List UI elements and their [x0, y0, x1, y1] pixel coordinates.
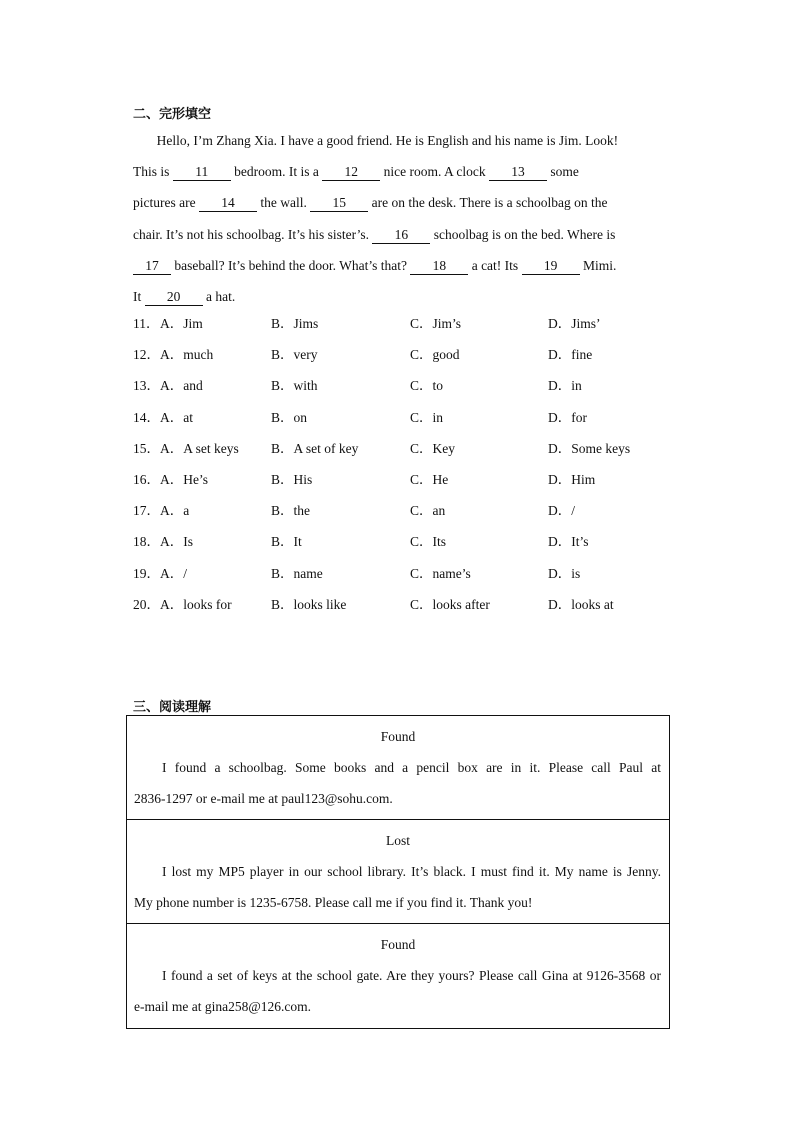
- blank-18: 18: [410, 258, 468, 275]
- notice-text-line: 2836-1297 or e-mail me at paul123@sohu.com.: [134, 791, 393, 806]
- option-d[interactable]: D．It’s: [548, 534, 589, 550]
- option-d[interactable]: D．for: [548, 409, 587, 425]
- notice-title: Lost: [385, 833, 410, 848]
- blank-19: 19: [522, 258, 580, 275]
- option-a[interactable]: A．a: [160, 503, 190, 519]
- option-b[interactable]: B．on: [271, 409, 308, 425]
- passage-text: bedroom. It is a: [230, 164, 323, 180]
- notice-text-line: I lost my MP5 player in our school library. It’s black. I must find it. My name is Jenny.: [162, 864, 661, 879]
- option-c[interactable]: C．He: [410, 472, 449, 487]
- option-b[interactable]: B．Jims: [271, 316, 319, 331]
- option-b[interactable]: B．It: [271, 534, 302, 550]
- passage-text: pictures are: [133, 195, 199, 211]
- option-b[interactable]: B．His: [271, 472, 313, 487]
- notice-title: Found: [380, 937, 416, 952]
- option-d[interactable]: D．Jims’: [548, 316, 601, 331]
- option-d[interactable]: D．is: [548, 565, 581, 581]
- passage-line: [133, 156, 660, 187]
- notice-found-1: [127, 716, 669, 820]
- question-number: 13．: [133, 378, 160, 394]
- option-a[interactable]: A．Jim: [160, 316, 203, 331]
- option-c[interactable]: C．good: [410, 347, 460, 363]
- option-d[interactable]: D．Him: [548, 472, 596, 487]
- notice-title: Found: [380, 729, 416, 744]
- passage-text: the wall.: [256, 195, 311, 211]
- passage-text: Hello, I’m Zhang Xia. I have a good friend. He is English and his name is Jim. Look!: [133, 133, 619, 148]
- option-b[interactable]: B．with: [271, 378, 318, 394]
- option-d[interactable]: D．fine: [548, 347, 593, 363]
- blank-20: 20: [145, 289, 203, 306]
- question-number: 16．: [133, 472, 160, 487]
- option-b[interactable]: B．very: [271, 347, 318, 363]
- notice-found-2: [127, 924, 669, 1028]
- question-number: 14．: [133, 409, 160, 425]
- notice-text-line: I found a schoolbag. Some books and a pencil box are in it. Please call Paul at: [162, 760, 661, 775]
- passage-line: [133, 281, 660, 312]
- option-c[interactable]: C．name’s: [410, 565, 471, 581]
- blank-12: 12: [322, 164, 380, 181]
- passage-text: are on the desk. There is a schoolbag on the: [368, 195, 608, 211]
- option-c[interactable]: C．an: [410, 503, 446, 519]
- notice-text-line: e-mail me at gina258@126.com.: [134, 999, 312, 1014]
- notice-text-line: I found a set of keys at the school gate. Are they yours? Please call Gina at 9126-3568 or: [162, 968, 661, 983]
- section-3-title: 三、阅读理解: [133, 700, 212, 715]
- option-a[interactable]: A．much: [160, 347, 214, 363]
- passage-line: [133, 125, 660, 156]
- question-number: 20．: [133, 596, 160, 612]
- question-number: 12．: [133, 347, 160, 363]
- blank-15: 15: [310, 195, 368, 212]
- passage-line: [133, 219, 660, 250]
- option-b[interactable]: B．name: [271, 565, 323, 581]
- option-c[interactable]: C．looks after: [410, 596, 490, 612]
- passage-text: a hat.: [202, 288, 236, 304]
- passage-line: [133, 187, 660, 218]
- passage-text: Mimi.: [579, 257, 617, 273]
- blank-13: 13: [489, 164, 547, 181]
- option-b[interactable]: B．the: [271, 503, 310, 519]
- question-number: 11．: [133, 316, 160, 331]
- option-d[interactable]: D．/: [548, 503, 575, 519]
- option-a[interactable]: A．looks for: [160, 596, 232, 612]
- blank-16: 16: [372, 227, 430, 244]
- blank-11: 11: [173, 164, 231, 181]
- option-c[interactable]: C．in: [410, 409, 444, 425]
- option-b[interactable]: B．looks like: [271, 596, 347, 612]
- blank-17: 17: [133, 258, 171, 275]
- passage-text: schoolbag is on the bed. Where is: [430, 226, 616, 242]
- option-d[interactable]: D．looks at: [548, 596, 614, 612]
- passage-text: a cat! Its: [468, 257, 522, 273]
- question-number: 18．: [133, 534, 160, 550]
- option-c[interactable]: C．Jim’s: [410, 316, 462, 331]
- question-number: 19．: [133, 565, 160, 581]
- option-d[interactable]: D．Some keys: [548, 440, 631, 456]
- section-2-title: 二、完形填空: [133, 107, 212, 122]
- cloze-passage: [133, 125, 660, 312]
- passage-text: baseball? It’s behind the door. What’s that?: [171, 257, 411, 273]
- notice-board: [126, 715, 670, 1029]
- option-c[interactable]: C．to: [410, 378, 444, 394]
- option-d[interactable]: D．in: [548, 378, 582, 394]
- passage-text: chair. It’s not his schoolbag. It’s his sister’s.: [133, 226, 373, 242]
- option-a[interactable]: A．at: [160, 409, 193, 425]
- option-a[interactable]: A．Is: [160, 534, 193, 550]
- option-a[interactable]: A．He’s: [160, 472, 208, 487]
- passage-text: some: [546, 164, 579, 180]
- passage-text: This is: [133, 164, 173, 180]
- option-a[interactable]: A．A set keys: [160, 440, 239, 456]
- option-c[interactable]: C．Key: [410, 440, 455, 456]
- option-c[interactable]: C．Its: [410, 534, 447, 550]
- blank-14: 14: [199, 195, 257, 212]
- notice-text-line: My phone number is 1235-6758. Please call me if you find it. Thank you!: [134, 895, 533, 910]
- passage-text: It: [133, 288, 145, 304]
- question-number: 17．: [133, 503, 160, 519]
- option-b[interactable]: B．A set of key: [271, 440, 359, 456]
- option-a[interactable]: A．and: [160, 378, 203, 394]
- passage-line: [133, 250, 660, 281]
- option-a[interactable]: A．/: [160, 565, 187, 581]
- question-number: 15．: [133, 440, 160, 456]
- passage-text: nice room. A clock: [380, 164, 489, 180]
- notice-lost: [127, 820, 669, 924]
